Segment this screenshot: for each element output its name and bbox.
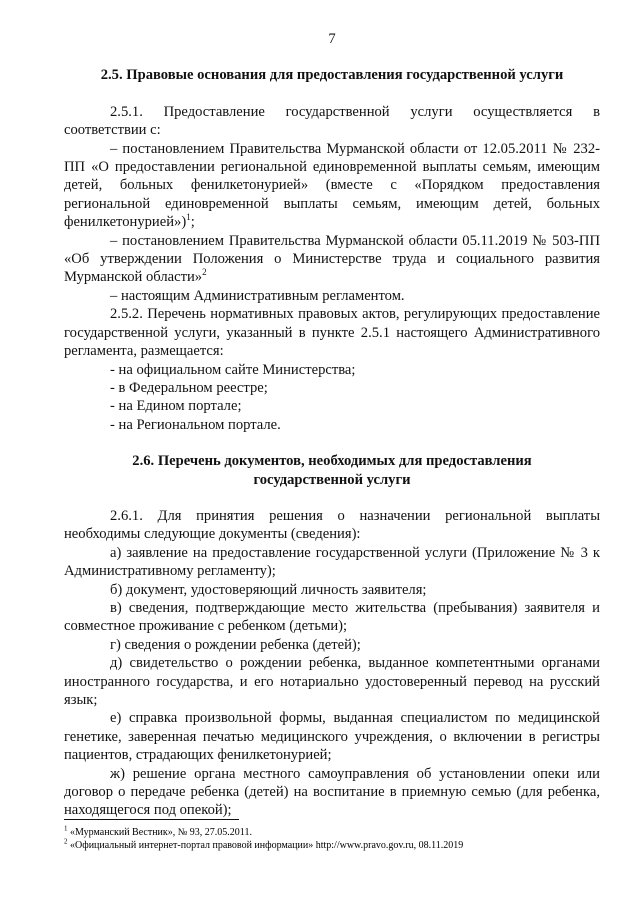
section-2-5-title: 2.5. Правовые основания для предоставления государственной услуги [100,67,564,84]
required-document-item: д) свидетельство о рождении ребенка, выданное компетентными органами иностранного государства, и его нотариально удостоверенный перевод на русский язык; [64,655,600,708]
footnote-mark: 1 [186,212,191,223]
publication-place-item: - на официальном сайте Министерства; [110,361,356,378]
page-number: 7 [328,31,336,47]
required-document-item: б) документ, удостоверяющий личность заявителя; [110,581,427,598]
publication-place-item: - на Региональном портале. [110,416,281,433]
footnotes [64,819,600,852]
footnote-2: $^2$ «Официальный интернет-портал правовой информации» http://www.pravo.gov.ru, 08.11.2019 [64,837,464,851]
section-2-6-title: 2.6. Перечень документов, необходимых для предоставления государственной услуги [132,453,532,488]
paragraph-2-5-2: 2.5.2. Перечень нормативных правовых актов, регулирующих предоставление государственной услуги, указанный в пункте 2.5.1 настоящего Административного регламента, размещается: [64,306,600,360]
legal-basis-item: – постановлением Правительства Мурманской области 05.11.2019 № 503-ПП «Об утверждении Положения о Министерстве труда и социального развития Мурманской области»$^2$ [64,232,600,286]
footnote-1: $^1$ «Мурманский Вестник», № 93, 27.05.2011. [64,824,252,838]
footnote-separator [64,819,239,820]
required-document-item: ж) решение органа местного самоуправления об установлении опеки или договор о передаче ребенка (детей) на воспитание в приемную семью (для ребенка, находящегося под опекой); [64,765,600,819]
paragraph-2-6-1: 2.6.1. Для принятия решения о назначении региональной выплаты необходимы следующие документы (сведения): [64,507,600,543]
legal-basis-item: – постановлением Правительства Мурманской области от 12.05.2011 № 232-ПП «О предоставлении региональной единовременной выплаты семьям, имеющим детей, больных фенилкетонурией» (вместе с «Порядком предоставления региональной единовременной выплаты семьям, имеющим детей, больных фенилкетонурией»)$^1$; [64,140,600,231]
required-document-item: а) заявление на предоставление государственной услуги (Приложение № 3 к Административному регламенту); [64,544,600,580]
publication-place-item: - в Федеральном реестре; [110,379,268,396]
required-document-item: в) сведения, подтверждающие место жительства (пребывания) заявителя и совместное проживание с ребенком (детьми); [64,599,600,635]
paragraph-2-5-1: 2.5.1. Предоставление государственной услуги осуществляется в соответствии с: [64,103,600,139]
footnote-mark: 2 [202,267,207,278]
publication-place-item: - на Едином портале; [110,398,242,415]
required-document-item: г) сведения о рождении ребенка (детей); [110,636,361,653]
required-document-item: е) справка произвольной формы, выданная специалистом по медицинской генетике, заверенная печатью медицинского учреждения, о включении в регистры пациентов, страдающих фенилкетонурией; [64,710,600,764]
legal-basis-item: – настоящим Административным регламентом. [110,287,405,304]
